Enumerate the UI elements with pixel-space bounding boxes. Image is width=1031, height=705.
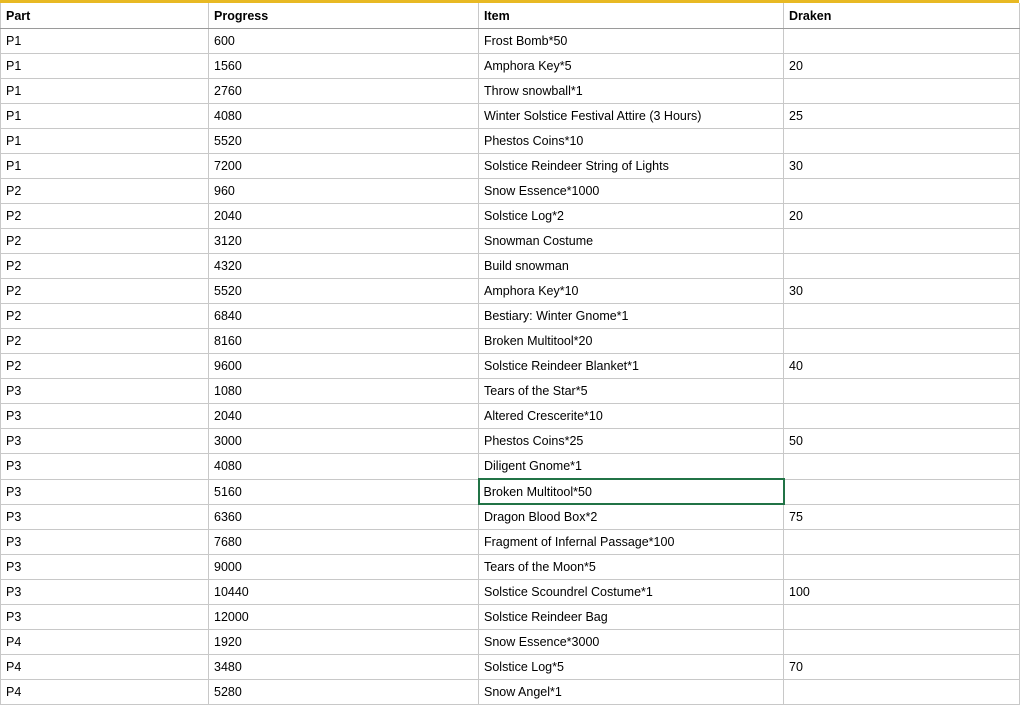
table-cell[interactable]: 6840 xyxy=(209,304,479,329)
table-cell[interactable]: 10440 xyxy=(209,580,479,605)
table-cell[interactable]: 40 xyxy=(784,354,1020,379)
table-cell[interactable]: Diligent Gnome*1 xyxy=(479,454,784,480)
table-cell[interactable]: 3000 xyxy=(209,429,479,454)
table-cell[interactable]: Altered Crescerite*10 xyxy=(479,404,784,429)
table-cell[interactable] xyxy=(784,179,1020,204)
table-cell[interactable]: P2 xyxy=(1,304,209,329)
table-cell[interactable]: 2040 xyxy=(209,204,479,229)
table-cell[interactable]: 4320 xyxy=(209,254,479,279)
table-cell[interactable]: P3 xyxy=(1,555,209,580)
table-cell[interactable]: P2 xyxy=(1,229,209,254)
table-cell[interactable]: Solstice Reindeer String of Lights xyxy=(479,154,784,179)
reward-table xyxy=(0,3,1020,705)
table-cell[interactable] xyxy=(784,404,1020,429)
table-cell[interactable] xyxy=(784,479,1020,504)
table-cell[interactable]: P2 xyxy=(1,354,209,379)
table-cell[interactable]: P2 xyxy=(1,329,209,354)
table-cell[interactable]: P3 xyxy=(1,404,209,429)
table-cell[interactable]: Tears of the Star*5 xyxy=(479,379,784,404)
table-cell[interactable]: 30 xyxy=(784,279,1020,304)
table-cell[interactable]: P4 xyxy=(1,680,209,705)
table-cell[interactable]: 1560 xyxy=(209,54,479,79)
table-cell[interactable]: Frost Bomb*50 xyxy=(479,29,784,54)
table-cell[interactable]: 5280 xyxy=(209,680,479,705)
table-cell[interactable]: Snow Essence*3000 xyxy=(479,630,784,655)
table-row xyxy=(1,179,1020,204)
column-header-draken[interactable]: Draken xyxy=(784,3,1020,29)
table-cell-selected[interactable]: Broken Multitool*50 xyxy=(479,479,784,504)
table-cell[interactable]: Amphora Key*10 xyxy=(479,279,784,304)
table-cell[interactable]: Dragon Blood Box*2 xyxy=(479,504,784,530)
table-cell[interactable]: Winter Solstice Festival Attire (3 Hours) xyxy=(479,104,784,129)
table-cell[interactable]: 9600 xyxy=(209,354,479,379)
table-cell[interactable]: 1920 xyxy=(209,630,479,655)
table-row xyxy=(1,154,1020,179)
table-cell[interactable]: P4 xyxy=(1,630,209,655)
table-cell[interactable]: P1 xyxy=(1,104,209,129)
table-cell[interactable]: 12000 xyxy=(209,605,479,630)
table-cell[interactable]: P3 xyxy=(1,479,209,504)
table-cell[interactable]: P2 xyxy=(1,204,209,229)
table-cell[interactable]: Snowman Costume xyxy=(479,229,784,254)
table-row xyxy=(1,404,1020,429)
table-cell[interactable]: Solstice Reindeer Blanket*1 xyxy=(479,354,784,379)
table-cell[interactable] xyxy=(784,605,1020,630)
table-row xyxy=(1,204,1020,229)
table-cell[interactable]: Solstice Reindeer Bag xyxy=(479,605,784,630)
table-cell[interactable]: 7680 xyxy=(209,530,479,555)
table-cell[interactable]: Solstice Scoundrel Costume*1 xyxy=(479,580,784,605)
column-header-progress[interactable]: Progress xyxy=(209,3,479,29)
table-cell[interactable]: Solstice Log*2 xyxy=(479,204,784,229)
table-cell[interactable]: 1080 xyxy=(209,379,479,404)
table-row xyxy=(1,279,1020,304)
table-cell[interactable]: Bestiary: Winter Gnome*1 xyxy=(479,304,784,329)
table-cell[interactable] xyxy=(784,304,1020,329)
table-cell[interactable] xyxy=(784,229,1020,254)
table-cell[interactable]: 70 xyxy=(784,655,1020,680)
table-row xyxy=(1,29,1020,54)
table-cell[interactable]: P3 xyxy=(1,504,209,530)
table-row xyxy=(1,504,1020,530)
table-cell[interactable]: Amphora Key*5 xyxy=(479,54,784,79)
table-cell[interactable] xyxy=(784,630,1020,655)
table-row xyxy=(1,479,1020,504)
column-header-part[interactable]: Part xyxy=(1,3,209,29)
table-cell[interactable]: 4080 xyxy=(209,454,479,480)
table-cell[interactable]: P1 xyxy=(1,54,209,79)
table-cell[interactable]: P1 xyxy=(1,79,209,104)
table-cell[interactable]: Phestos Coins*10 xyxy=(479,129,784,154)
table-cell[interactable] xyxy=(784,329,1020,354)
table-cell[interactable]: 9000 xyxy=(209,555,479,580)
table-cell[interactable]: P1 xyxy=(1,154,209,179)
table-cell[interactable]: P2 xyxy=(1,179,209,204)
table-cell[interactable]: 20 xyxy=(784,204,1020,229)
table-cell[interactable]: P4 xyxy=(1,655,209,680)
table-cell[interactable] xyxy=(784,454,1020,480)
table-cell[interactable]: 2760 xyxy=(209,79,479,104)
table-cell[interactable]: P3 xyxy=(1,530,209,555)
table-cell[interactable]: P3 xyxy=(1,454,209,480)
table-header-row xyxy=(1,3,1020,29)
table-cell[interactable]: Broken Multitool*20 xyxy=(479,329,784,354)
table-cell[interactable]: P1 xyxy=(1,29,209,54)
table-row xyxy=(1,254,1020,279)
table-cell[interactable]: Solstice Log*5 xyxy=(479,655,784,680)
table-cell[interactable]: 30 xyxy=(784,154,1020,179)
table-row xyxy=(1,329,1020,354)
table-row xyxy=(1,605,1020,630)
table-cell[interactable]: 5520 xyxy=(209,129,479,154)
table-cell[interactable]: Snow Essence*1000 xyxy=(479,179,784,204)
table-body xyxy=(1,29,1020,705)
table-cell[interactable] xyxy=(784,680,1020,705)
table-cell[interactable]: P3 xyxy=(1,605,209,630)
table-cell[interactable] xyxy=(784,379,1020,404)
table-cell[interactable]: 4080 xyxy=(209,104,479,129)
table-cell[interactable]: 3480 xyxy=(209,655,479,680)
table-row xyxy=(1,680,1020,705)
table-row xyxy=(1,580,1020,605)
table-row xyxy=(1,354,1020,379)
table-cell[interactable]: P3 xyxy=(1,429,209,454)
table-cell[interactable]: 2040 xyxy=(209,404,479,429)
table-cell[interactable]: 6360 xyxy=(209,504,479,530)
table-cell[interactable]: Throw snowball*1 xyxy=(479,79,784,104)
table-cell[interactable]: 75 xyxy=(784,504,1020,530)
table-cell[interactable] xyxy=(784,555,1020,580)
table-row xyxy=(1,429,1020,454)
table-cell[interactable]: 5520 xyxy=(209,279,479,304)
table-row xyxy=(1,229,1020,254)
table-cell[interactable]: P1 xyxy=(1,129,209,154)
table-cell[interactable]: P2 xyxy=(1,279,209,304)
table-cell[interactable] xyxy=(784,29,1020,54)
table-row xyxy=(1,555,1020,580)
table-cell[interactable]: P3 xyxy=(1,379,209,404)
table-row xyxy=(1,129,1020,154)
table-cell[interactable]: 960 xyxy=(209,179,479,204)
table-cell[interactable]: P3 xyxy=(1,580,209,605)
table-row xyxy=(1,79,1020,104)
table-row xyxy=(1,630,1020,655)
table-cell[interactable]: 3120 xyxy=(209,229,479,254)
table-cell[interactable]: Tears of the Moon*5 xyxy=(479,555,784,580)
table-row xyxy=(1,304,1020,329)
table-row xyxy=(1,54,1020,79)
table-row xyxy=(1,530,1020,555)
table-row xyxy=(1,104,1020,129)
table-cell[interactable]: 7200 xyxy=(209,154,479,179)
table-cell[interactable] xyxy=(784,129,1020,154)
table-cell[interactable]: Fragment of Infernal Passage*100 xyxy=(479,530,784,555)
table-row xyxy=(1,454,1020,480)
table-cell[interactable]: 8160 xyxy=(209,329,479,354)
table-cell[interactable]: 50 xyxy=(784,429,1020,454)
table-row xyxy=(1,655,1020,680)
column-header-item[interactable]: Item xyxy=(479,3,784,29)
table-cell[interactable]: Snow Angel*1 xyxy=(479,680,784,705)
table-cell[interactable] xyxy=(784,530,1020,555)
table-cell[interactable] xyxy=(784,79,1020,104)
table-cell[interactable]: Phestos Coins*25 xyxy=(479,429,784,454)
table-cell[interactable]: 100 xyxy=(784,580,1020,605)
table-row xyxy=(1,379,1020,404)
table-cell[interactable]: 600 xyxy=(209,29,479,54)
table-cell[interactable]: 20 xyxy=(784,54,1020,79)
table-cell[interactable]: P2 xyxy=(1,254,209,279)
table-cell[interactable] xyxy=(784,254,1020,279)
table-cell[interactable]: 25 xyxy=(784,104,1020,129)
table-cell[interactable]: 5160 xyxy=(209,479,479,504)
table-cell[interactable]: Build snowman xyxy=(479,254,784,279)
